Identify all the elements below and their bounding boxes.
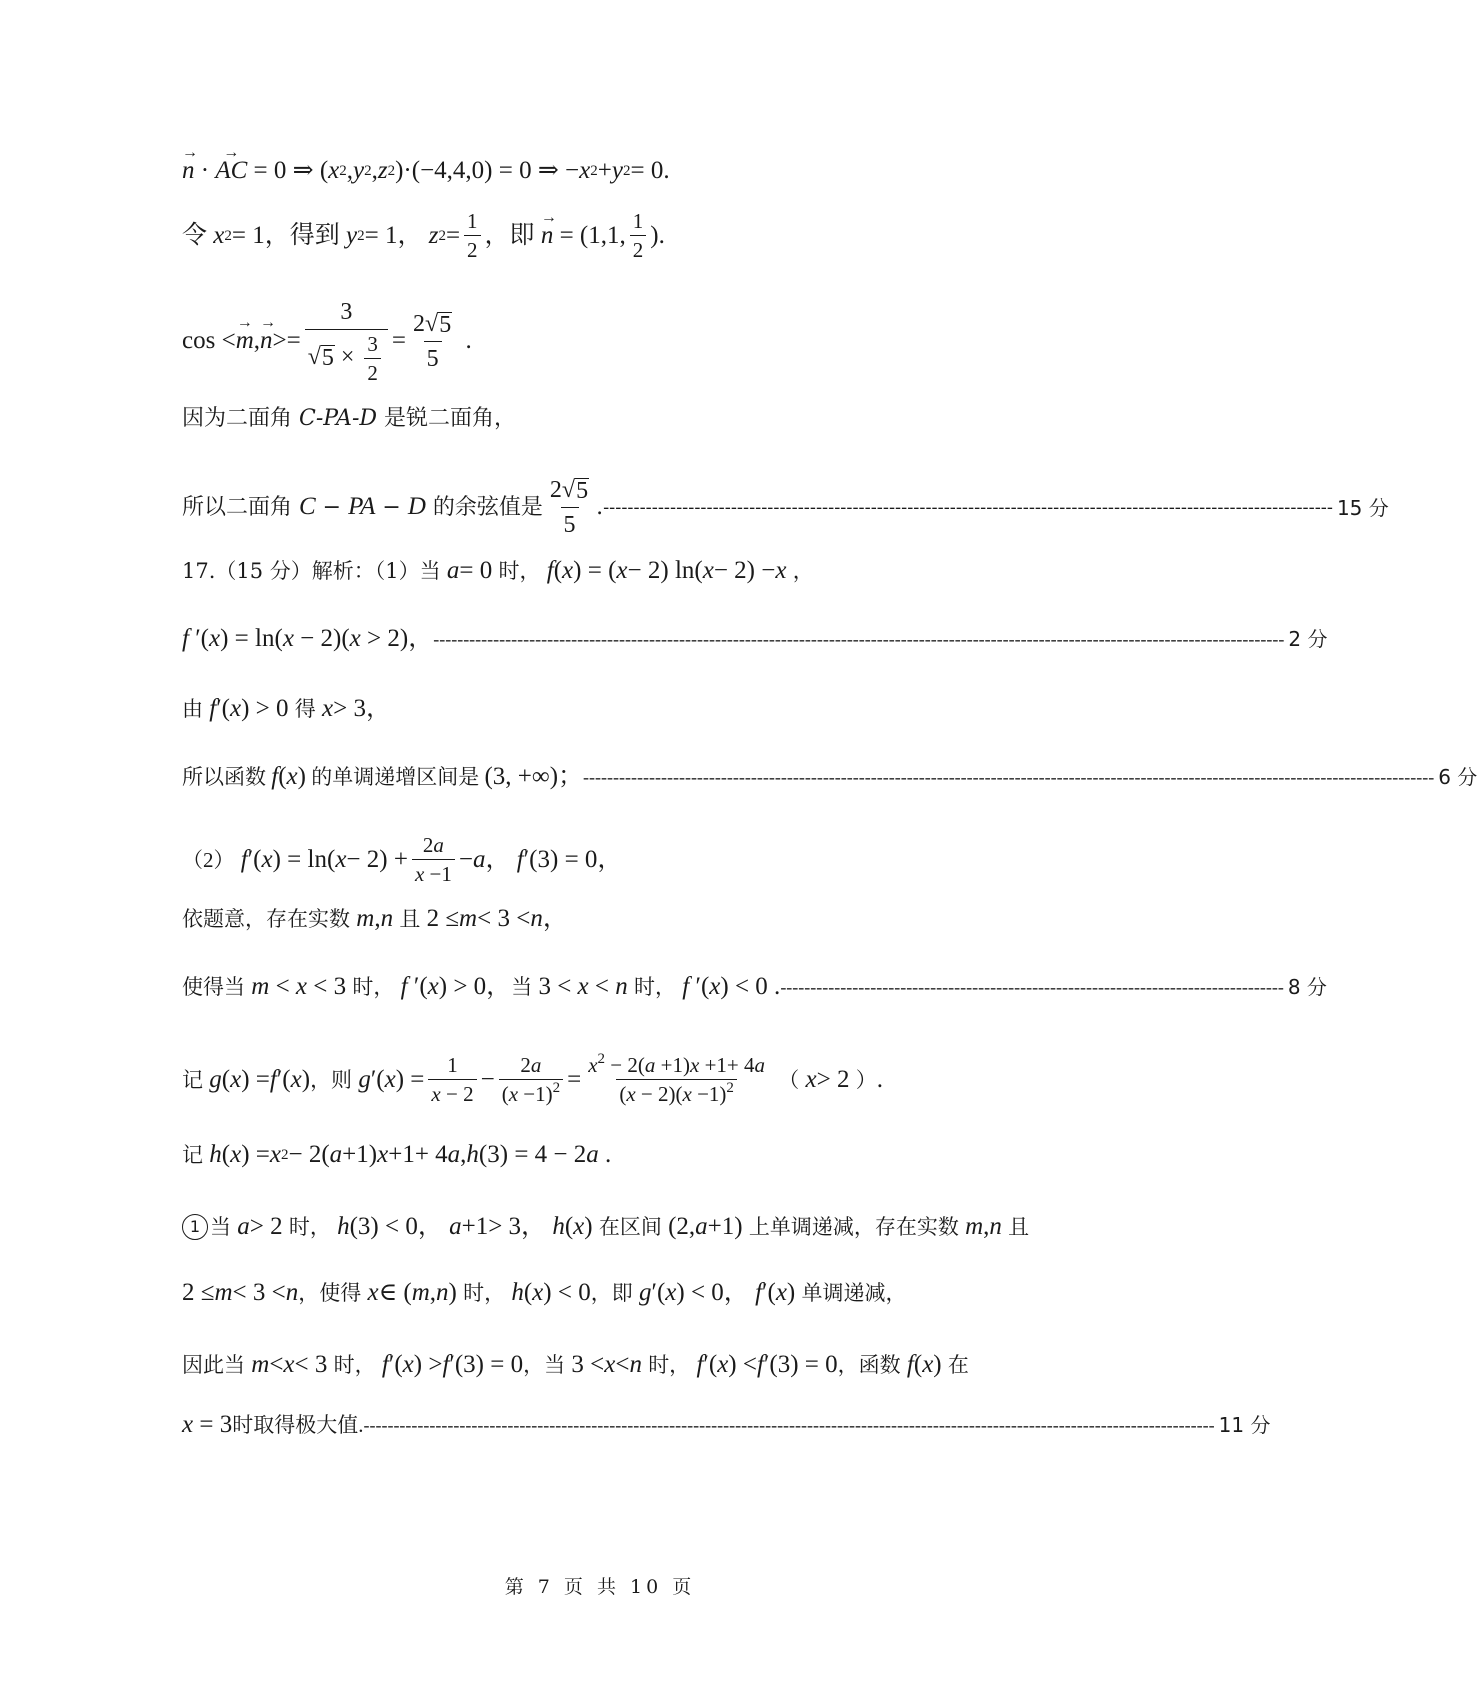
page-footer: 第 7 页 共 10 页: [504, 1576, 696, 1598]
acute-dihedral-note: 因为二面角 C-PA-D 是锐二面角，: [182, 406, 517, 431]
score-15: 15 分: [1336, 495, 1389, 520]
score-2: 2 分: [1288, 627, 1328, 651]
derivative-positive-line: 由 f ′( x ) > 0 得 x > 3，: [182, 695, 392, 722]
problem-17-heading: 17.（15 分）解析：（1）当 a = 0 时， f ( x ) = ( x − 2) ln( x − 2) − x ，: [182, 557, 814, 584]
score-8: 8 分: [1287, 975, 1327, 999]
g-derivative-line: 记 g ( x ) = f ′( x ) ，则 g ′( x ) = $\frac{1}{x - 2}$ − $\frac{2a}{(x -1)^2}$ = $\frac{x^2 - 2(a +1)x +1+ 4a}{(x - 2)(x -1)^2}$ （ x > 2 ） .: [182, 1051, 883, 1106]
circled-one-icon: 1: [182, 1214, 208, 1240]
derivative-line: f ′(x) = ln(x − 2)(x > 2)， ---------------------------------------------------------------------------------------------------------------------------------------------- 2 分: [182, 625, 1328, 652]
existence-condition-line: 依题意，存在实数 m , n 且 2 ≤ m < 3 < n ，: [182, 905, 568, 932]
score-leader: ----------------------------------------------------------------------------------------------------------------------------------------------: [583, 767, 1435, 787]
case-1-line: 1 当 a > 2 时， h (3) < 0， a +1> 3， h ( x ) 在区间 (2, a +1) 上单调递减，存在实数 m , n 且: [182, 1212, 1029, 1242]
normal-vector-line: 令 x 2 = 1，得到 y 2 = 1， z 2 = $\frac{1}{2}$ ，即 → n = (1,1, $\frac{1}{2}$ ).: [182, 210, 665, 261]
dot-product-equation: → n · → AC = 0 ⇒ ( x 2 , y 2 , z 2 )·(−4,4,0) = 0 ⇒ − x 2 + y 2 = 0.: [182, 156, 670, 186]
score-leader: ----------------------------------------------------------------------------------------------------------------------------------------------: [363, 1415, 1215, 1435]
max-value-conclusion-line: x = 3时取得极大值. ---------------------------------------------------------------------------------------------------------------------------------------------- 11 分: [182, 1411, 1271, 1438]
score-leader: ------------------------------------------------------------------------------------: [780, 977, 1284, 997]
h-definition-line: 记 h ( x ) = x 2 − 2( a +1) x +1+ 4 a , h (3) = 4 − 2 a .: [182, 1141, 612, 1168]
cosine-result-text: 所以二面角 C − PA − D 的余弦值是: [182, 493, 543, 520]
score-6: 6 分: [1438, 765, 1477, 789]
score-leader: ----------------------------------------------------------------------------------------------------------------------------------------------: [433, 629, 1285, 649]
score-11: 11 分: [1218, 1413, 1271, 1437]
cosine-equation: cos < → m , → n >= 3 √ 5 × $\frac{3}{2}$ = 2√ 5 5 .: [182, 298, 472, 384]
part2-derivative-line: （2） f ′( x ) = ln( x − 2) + $\frac{2a}{x -1}$ − a ， f ′(3) = 0，: [182, 833, 623, 886]
sign-change-line: 使得当 m < x < 3 时， f ′(x) > 0，当 3 < x < n 时， f ′(x) < 0 . ------------------------------------------------------------------------------------ 8 分: [182, 973, 1327, 1000]
cosine-result-line: 所以二面角 C − PA − D 的余弦值是 2√ 5 5 . ------------------------------------------------------------------------------------------------------------------------ 15 分: [182, 477, 1389, 538]
score-leader: ------------------------------------------------------------------------------------------------------------------------: [603, 496, 1333, 518]
max-value-line: 因此当 m < x < 3 时， f ′( x ) > f ′(3) = 0 ，当 3 < x < n 时， f ′( x ) < f ′(3) = 0 ，函数 f ( x ) 在: [182, 1351, 969, 1378]
increasing-interval-line: 所以函数 f ( x ) 的单调递增区间是 (3, +∞)； ---------------------------------------------------------------------------------------------------------------------------------------------- 6 分: [182, 763, 1477, 790]
case-1-continued-line: 2 ≤ m < 3 < n ，使得 x ∈ ( m , n ) 时， h ( x ) < 0 ，即 g ′( x ) < 0， f ′( x ) 单调递减，: [182, 1279, 907, 1306]
